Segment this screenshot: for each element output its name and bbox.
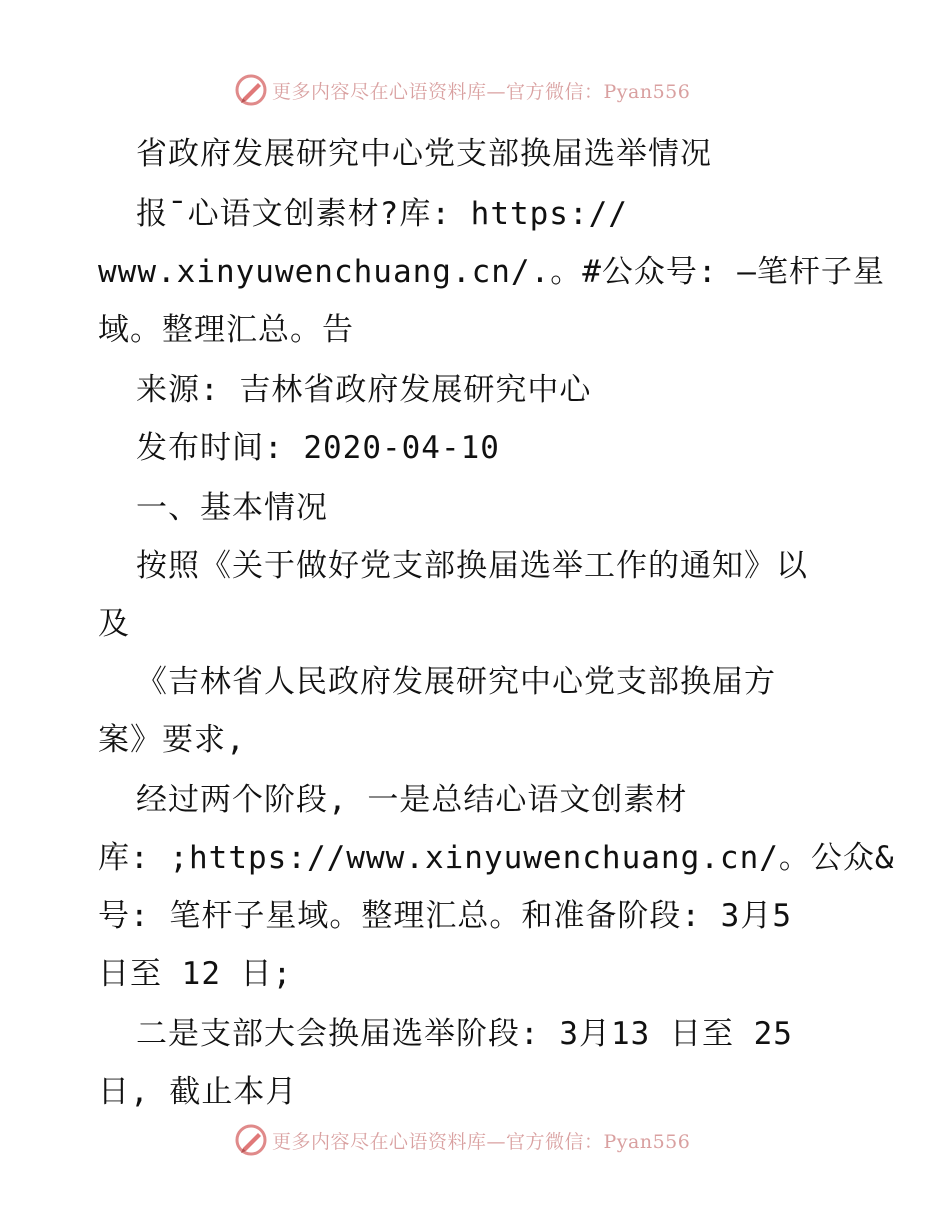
body-line: www.xinyuwenchuang.cn/.。#公众号: —笔杆子星 bbox=[98, 254, 885, 290]
body-line: 经过两个阶段, 一是总结心语文创素材 bbox=[136, 782, 688, 818]
body-line: 日至 12 日; bbox=[98, 956, 293, 992]
source-line: 来源: 吉林省政府发展研究中心 bbox=[136, 372, 592, 408]
watermark-text: 更多内容尽在心语资料库—官方微信：Pyan556 bbox=[272, 80, 691, 103]
watermark-text: 更多内容尽在心语资料库—官方微信：Pyan556 bbox=[272, 1130, 691, 1153]
body-line: 库: ;https://www.xinyuwenchuang.cn/。公众& bbox=[98, 840, 895, 876]
body-line: 域。整理汇总。告 bbox=[98, 312, 354, 348]
body-line: 日, 截止本月 bbox=[98, 1074, 298, 1110]
body-line: 《吉林省人民政府发展研究中心党支部换届方 bbox=[136, 664, 776, 700]
body-line: 报¯心语文创素材?库: https:// bbox=[136, 196, 628, 232]
body-line: 号: 笔杆子星域。整理汇总。和准备阶段: 3月5 bbox=[98, 898, 792, 934]
section-heading: 一、基本情况 bbox=[136, 490, 328, 526]
header-watermark-banner bbox=[0, 70, 950, 110]
document-title: 省政府发展研究中心党支部换届选举情况 bbox=[136, 136, 712, 172]
publish-date-line: 发布时间: 2020-04-10 bbox=[136, 430, 500, 466]
body-line: 按照《关于做好党支部换届选举工作的通知》以 bbox=[136, 548, 808, 584]
body-line: 二是支部大会换届选举阶段: 3月13 日至 25 bbox=[136, 1016, 793, 1052]
footer-watermark-banner bbox=[0, 1120, 950, 1160]
pen-logo-icon bbox=[234, 1123, 268, 1157]
body-line: 案》要求, bbox=[98, 722, 246, 758]
body-line: 及 bbox=[98, 606, 130, 642]
pen-logo-icon bbox=[234, 73, 268, 107]
